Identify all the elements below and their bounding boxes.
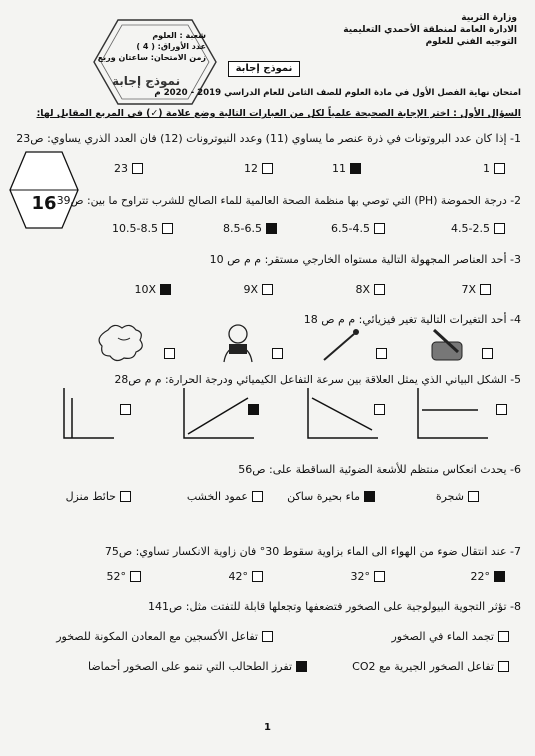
question-5: 5- الشكل البياني الذي يمثل العلاقة بين سرعة التفاعل الكيميائي ودرجة الحرارة: م م ص28 xyxy=(114,373,521,386)
q1-option-b[interactable]: 12 xyxy=(244,162,273,175)
q8-option-c[interactable]: تفاعل الصخور الجيرية مع CO2 xyxy=(352,660,509,673)
q8-option-b-checkbox[interactable] xyxy=(262,631,273,642)
q8-option-b[interactable]: تفاعل الأكسجين مع المعادن المكونة للصخور xyxy=(56,630,273,643)
q5-option-b-checkbox[interactable] xyxy=(248,404,259,415)
q1-option-d[interactable]: 1 xyxy=(483,162,505,175)
q4-option-d-checkbox[interactable] xyxy=(482,348,493,359)
q7-option-b[interactable]: 42° xyxy=(229,570,264,583)
supervision-name: التوجيه الفني للعلوم xyxy=(425,37,517,47)
question-3: 3- أحد العناصر المجهولة التالية مستواه الخارجي مستقر: م م ص 10 xyxy=(209,253,521,266)
exam-title: امتحان نهاية الفصل الأول في مادة العلوم للصف الثامن للعام الدراسي 2019 - 2020 م xyxy=(154,88,521,98)
graph-decreasing-icon xyxy=(302,384,382,444)
q5-option-c-checkbox[interactable] xyxy=(374,404,385,415)
q2-option-c-checkbox[interactable] xyxy=(374,223,385,234)
stamp-duration: زمن الامتحان: ساعتان وربع xyxy=(97,53,206,62)
q4-option-c-checkbox[interactable] xyxy=(376,348,387,359)
q5-graphs xyxy=(58,384,528,454)
q7-option-c-checkbox[interactable] xyxy=(374,571,385,582)
q3-option-d-checkbox[interactable] xyxy=(480,284,491,295)
stamp-pages: عدد الأوراق: ( 4 ) xyxy=(136,42,206,51)
q7-option-a-checkbox[interactable] xyxy=(130,571,141,582)
graph-increasing-icon xyxy=(178,384,258,444)
question-7: 7- عند انتقال ضوء من الهواء الى الماء بزاوية سقوط 30° فان زاوية الانكسار تساوي: ص75 xyxy=(104,545,521,558)
q2-option-b[interactable]: 8.5-6.5 xyxy=(223,222,277,235)
q3-option-b-checkbox[interactable] xyxy=(262,284,273,295)
q2-option-a[interactable]: 10.5-8.5 xyxy=(112,222,173,235)
q2-option-c[interactable]: 6.5-4.5 xyxy=(331,222,385,235)
q3-option-a[interactable]: 10X xyxy=(134,283,171,296)
q3-option-c[interactable]: 8X xyxy=(355,283,385,296)
q1-option-c[interactable]: 11 xyxy=(332,162,361,175)
score-box xyxy=(8,150,80,230)
q8-option-a[interactable]: تجمد الماء في الصخور xyxy=(391,630,509,643)
q6-option-b-checkbox[interactable] xyxy=(252,491,263,502)
question-4: 4- أحد التغيرات التالية تغير فيزيائي: م م ص 18 xyxy=(303,313,521,326)
q4-option-a-checkbox[interactable] xyxy=(164,348,175,359)
q5-option-a-checkbox[interactable] xyxy=(120,404,131,415)
q1-option-a-checkbox[interactable] xyxy=(132,163,143,174)
q8-option-d[interactable]: تفرز الطحالب التي تنمو على الصخور أحماضا xyxy=(88,660,307,673)
graph-constant-icon xyxy=(412,384,492,444)
question-2: 2- درجة الحموضة (PH) التي توصي بها منظمة الصحة العالمية للماء الصالح للشرب تتراوح ما بين: ص39 xyxy=(56,194,521,207)
q7-option-a[interactable]: 52° xyxy=(107,570,142,583)
question-6: 6- يحدث انعكاس منتظم للأشعة الضوئية الساقطة على: ص56 xyxy=(238,463,521,476)
q3-option-d[interactable]: 7X xyxy=(461,283,491,296)
answer-model-label: نموذج إجابة xyxy=(228,61,300,77)
q7-option-b-checkbox[interactable] xyxy=(252,571,263,582)
directorate-name: الادارة العامة لمنطقة الأحمدي التعليمية xyxy=(343,25,517,35)
q8-option-a-checkbox[interactable] xyxy=(498,631,509,642)
q2-option-d-checkbox[interactable] xyxy=(494,223,505,234)
q6-option-a-checkbox[interactable] xyxy=(120,491,131,502)
q6-option-a[interactable]: حائط منزل xyxy=(66,490,131,503)
question-1: 1- إذا كان عدد البروتونات في ذرة عنصر ما يساوي (11) وعدد النيوترونات (12) فان العدد الذري يساوي: ص23 xyxy=(16,132,521,145)
q8-option-d-checkbox[interactable] xyxy=(296,661,307,672)
q6-option-d-checkbox[interactable] xyxy=(468,491,479,502)
person-icon xyxy=(216,322,260,366)
q7-option-d[interactable]: 22° xyxy=(471,570,506,583)
q3-option-a-checkbox[interactable] xyxy=(160,284,171,295)
ministry-name: وزارة التربية xyxy=(461,13,517,23)
q6-option-b[interactable]: عمود الخشب xyxy=(187,490,263,503)
q1-option-d-checkbox[interactable] xyxy=(494,163,505,174)
q2-option-d[interactable]: 4.5-2.5 xyxy=(451,222,505,235)
page-number: 1 xyxy=(264,722,271,733)
q5-option-d-checkbox[interactable] xyxy=(496,404,507,415)
q7-option-d-checkbox[interactable] xyxy=(494,571,505,582)
q6-option-c[interactable]: ماء بحيرة ساكن xyxy=(287,490,375,503)
q7-option-c[interactable]: 32° xyxy=(351,570,386,583)
graph-vertical-icon xyxy=(58,384,118,444)
stamp-big-text: نموذج إجابة xyxy=(112,74,181,88)
q2-option-b-checkbox[interactable] xyxy=(266,223,277,234)
question-8: 8- تؤثر التجوية البيولوجية على الصخور فتضعفها وتجعلها قابلة للتفتت مثل: ص141 xyxy=(148,600,521,613)
q6-option-c-checkbox[interactable] xyxy=(364,491,375,502)
cloud-icon xyxy=(98,322,152,366)
q1-option-a[interactable]: 23 xyxy=(114,162,143,175)
q4-options xyxy=(86,322,526,366)
q2-option-a-checkbox[interactable] xyxy=(162,223,173,234)
q3-option-b[interactable]: 9X xyxy=(243,283,273,296)
q6-option-d[interactable]: شجرة xyxy=(436,490,479,503)
q3-option-c-checkbox[interactable] xyxy=(374,284,385,295)
q8-option-c-checkbox[interactable] xyxy=(498,661,509,672)
q1-option-c-checkbox[interactable] xyxy=(350,163,361,174)
stamp-subject: شعبة : العلوم xyxy=(152,31,206,40)
match-icon xyxy=(318,322,362,366)
section-title: السؤال الأول : اختر الإجابة الصحيحة علمياً لكل من العبارات التالية وضع علامة (✓) في المربع المقابل لها: xyxy=(36,108,521,119)
q4-option-b-checkbox[interactable] xyxy=(272,348,283,359)
school-header xyxy=(343,12,517,48)
score-value: 16 xyxy=(31,193,57,214)
q1-option-b-checkbox[interactable] xyxy=(262,163,273,174)
bread-icon xyxy=(424,322,468,366)
